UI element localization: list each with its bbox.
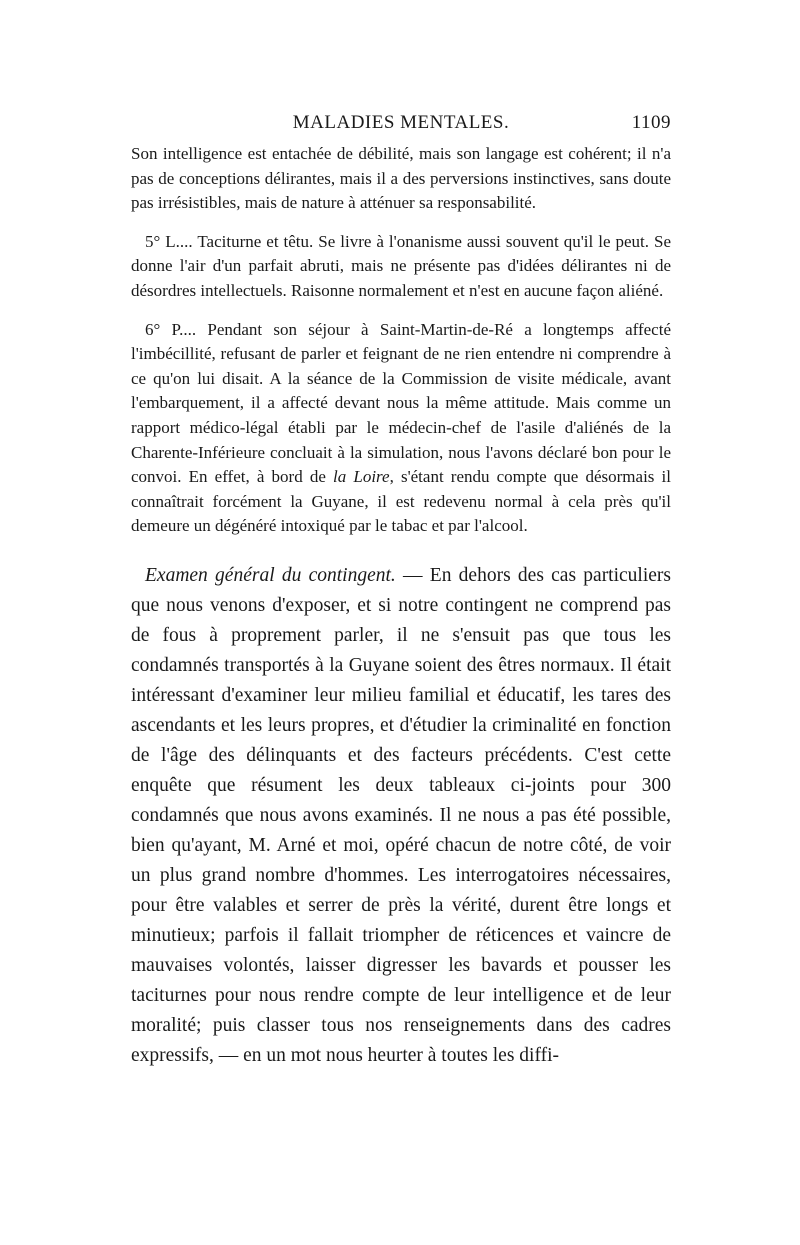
paragraph-case-6	[131, 318, 671, 539]
general-exam-text: — En dehors des cas particuliers que nous venons d'exposer, et si notre contingent ne comprend pas de fous à proprement parler, il ne s'ensuit pas que tous les condamnés transportés à la Guyane soient des êtres normaux. Il était intéressant d'examiner leur milieu familial et éducatif, les tares des ascendants et les leurs propres, et d'étudier la criminalité en fonction de l'âge des délinquants et des facteurs précédents. C'est cette enquête que résument les deux tableaux ci-joints pour 300 condamnés que nous avons examinés. Il ne nous a pas été possible, bien qu'ayant, M. Arné et moi, opéré chacun de notre côté, de voir un plus grand nombre d'hommes. Les interrogatoires nécessaires, pour être valables et serrer de près la vérité, durent être longs et minutieux; parfois il fallait triompher de réticences et vaincre de mauvaises volontés, laisser digresser les bavards et pousser les taciturnes pour nous rendre compte de leur intelligence et de leur moralité; puis classer tous nos renseignements dans des cadres expressifs, — en un mot nous heurter à toutes les diffi-	[131, 564, 671, 1066]
paragraph-general-exam	[131, 561, 671, 1071]
case-6-text-b: , s'étant rendu compte que désormais il connaîtrait forcément la Guyane, il est redevenu normal à cela près qu'il demeure un dégénéré intoxiqué par le tabac et par l'alcool.	[131, 467, 671, 536]
section-heading: Examen général du contingent.	[145, 564, 396, 586]
page	[131, 112, 671, 1071]
paragraph-case-5: 5° L.... Taciturne et têtu. Se livre à l'onanisme aussi souvent qu'il le peut. Se donne l'air d'un parfait abruti, mais ne présente pas d'idées délirantes ni de désordres intellectuels. Raisonne normalement et n'est en aucune façon aliéné.	[131, 231, 671, 300]
paragraph-intelligence: Son intelligence est entachée de débilité, mais son langage est cohérent; il n'a pas de conceptions délirantes, mais il a des perversions instinctives, sans doute pas irrésistibles, mais de nature à atténuer sa responsabilité.	[131, 144, 671, 213]
ship-name: la Loire	[333, 467, 390, 487]
page-number: 1109	[631, 112, 671, 133]
case-6-text-a: 6° P.... Pendant son séjour à Saint-Martin-de-Ré a longtemps affecté l'imbécillité, refusant de parler et feignant de ne rien entendre ni comprendre à ce qu'on lui disait. A la séance de la Commission de visite médicale, avant l'embarquement, il a affecté devant nous la même attitude. Mais comme un rapport médico-légal établi par le médecin-chef de l'asile d'aliénés de la Charente-Inférieure concluait à la simulation, nous l'avons déclaré bon pour le convoi. En effet, à bord de	[131, 319, 671, 487]
running-title: MALADIES MENTALES.	[292, 112, 510, 133]
running-header	[131, 112, 671, 142]
